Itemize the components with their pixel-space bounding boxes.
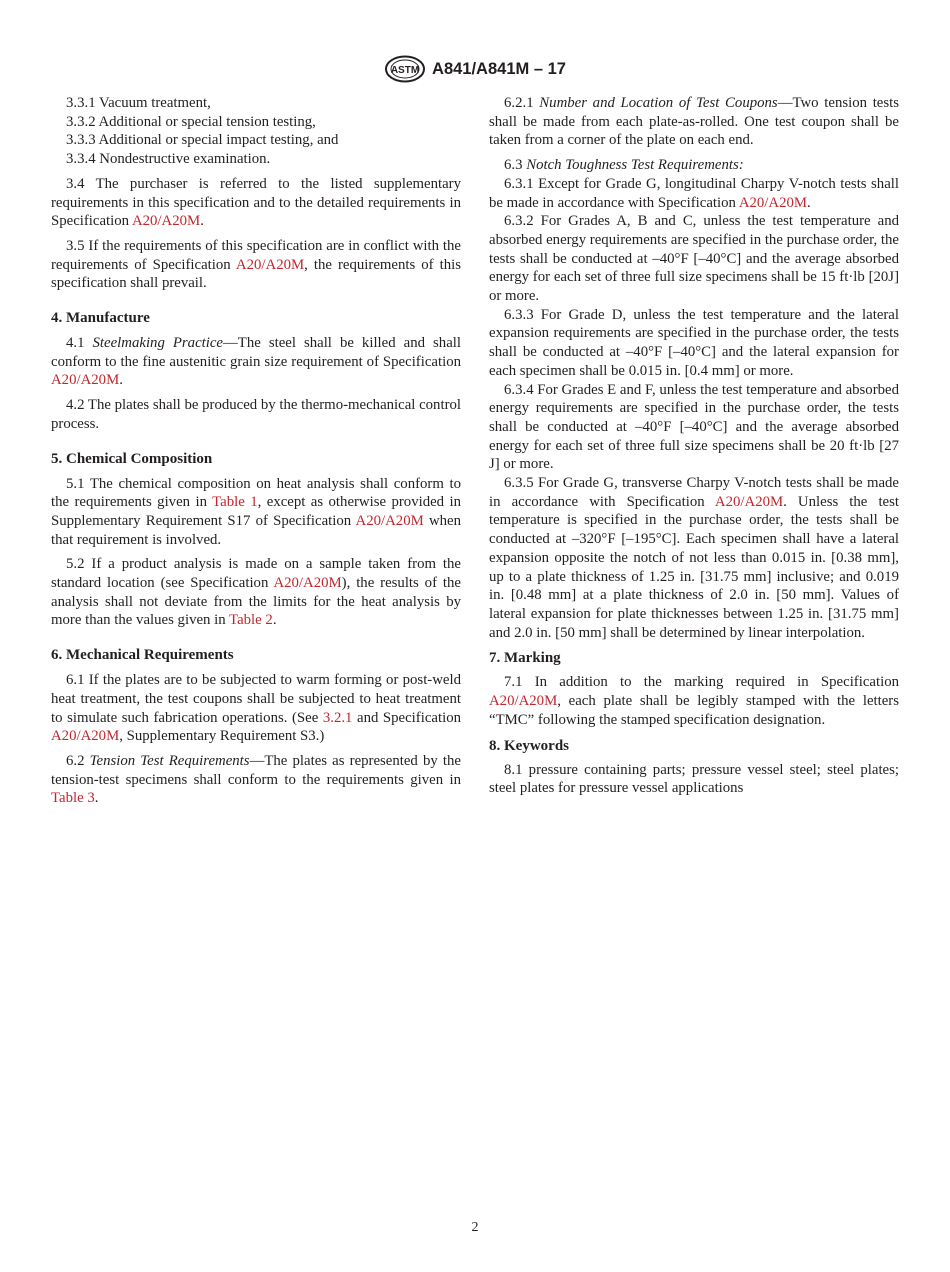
clause-3-3-4: 3.3.4 Nondestructive examination. xyxy=(66,151,271,168)
clause-3-5: 3.5 If the requirements of this specification are in conflict with the requirements of Specification A20/A20M, the requirements of this specification shall prevail. xyxy=(51,237,461,292)
astm-logo-icon xyxy=(384,55,426,83)
clause-6-2: 6.2 Tension Test Requirements—The plates as represented by the tension-test specimens shall conform to the requirements given in Table 3. xyxy=(51,752,461,807)
link-3-2-1[interactable]: 3.2.1 xyxy=(322,709,353,726)
clause-3-3-1: 3.3.1 Vacuum treatment, xyxy=(66,95,211,111)
clause-5-2: 5.2 If a product analysis is made on a sample taken from the standard location (see Specification A20/A20M), the results of the analysis shall not deviate from the limits for the heat analysis by more than the values given in Table 2. xyxy=(51,556,461,629)
link-a20[interactable]: A20/A20M xyxy=(131,213,201,230)
clause-3-4: 3.4 The purchaser is referred to the listed supplementary requirements in this specification and to the detailed requirements in Specification A20/A20M. xyxy=(51,175,461,230)
link-a20[interactable]: A20/A20M xyxy=(738,194,808,211)
clause-3-3-3: 3.3.3 Additional or special impact testing, and xyxy=(66,132,339,149)
link-a20[interactable]: A20/A20M xyxy=(714,493,784,510)
clause-3-3-2: 3.3.2 Additional or special tension testing, xyxy=(66,113,316,130)
svg-text:ASTM: ASTM xyxy=(390,65,420,76)
clause-5-1: 5.1 The chemical composition on heat analysis shall conform to the requirements given in Table 1, except as otherwise provided in Supplementary Requirement S17 of Specification A20/A20M when that requirement is involved. xyxy=(51,475,462,548)
link-table-1[interactable]: Table 1 xyxy=(212,494,258,511)
page-number: 2 xyxy=(471,1220,479,1235)
link-table-3[interactable]: Table 3 xyxy=(51,790,95,807)
clause-4-1: 4.1 Steelmaking Practice—The steel shall be killed and shall conform to the fine austenitic grain size requirement of Specification A20/A20M. xyxy=(51,335,461,389)
document-designation: A841/A841M – 17 xyxy=(432,59,566,78)
section-heading-keywords: 8. Keywords xyxy=(489,737,569,754)
section-heading-mechanical-requirements: 6. Mechanical Requirements xyxy=(51,647,234,664)
link-a20[interactable]: A20/A20M xyxy=(51,372,120,389)
right-column xyxy=(489,94,899,804)
clause-6-3-1: 6.3.1 Except for Grade G, longitudinal Charpy V-notch tests shall be made in accordance with Specification A20/A20M. xyxy=(489,175,899,211)
left-column xyxy=(51,94,461,814)
link-a20[interactable]: A20/A20M xyxy=(355,512,424,529)
link-a20[interactable]: A20/A20M xyxy=(51,728,120,745)
link-table-2[interactable]: Table 2 xyxy=(229,612,273,629)
section-heading-marking: 7. Marking xyxy=(489,650,561,667)
clause-6-3-2: 6.3.2 For Grades A, B and C, unless the test temperature and absorbed energy requirements are specified in the purchase order, the tests shall be conducted at –40°F [–40°C] and the average absorbed energy for each set of three full size specimens shall be 15 ft·lb [20J] or more. xyxy=(489,213,899,305)
link-a20[interactable]: A20/A20M xyxy=(489,693,558,710)
clause-4-2: 4.2 The plates shall be produced by the thermo-mechanical control process. xyxy=(51,397,462,432)
link-a20[interactable]: A20/A20M xyxy=(273,575,342,592)
clause-6-3-3: 6.3.3 For Grade D, unless the test temperature and the lateral expansion requirements are specified in the purchase order, the tests shall be conducted at –40°F [–40°C] and the lateral expansion for each specimen shall be 0.015 in. [0.4 mm] or more. xyxy=(489,306,899,379)
section-heading-manufacture: 4. Manufacture xyxy=(51,310,150,327)
clause-6-3-4: 6.3.4 For Grades E and F, unless the test temperature and absorbed energy requirements are specified in the purchase order, the tests shall be conducted at –40°F [–40°C] and the average absorbed energy for each set of three full size specimens shall be 20 ft·lb [27 J] or more. xyxy=(489,381,899,473)
page-header xyxy=(0,54,950,84)
clause-6-3-5: 6.3.5 For Grade G, transverse Charpy V-notch tests shall be made in accordance with Specification A20/A20M. Unless the test temperature is specified in the purchase order, the tests shall be conducted at –320°F [–195°C]. Each specimen shall have a lateral expansion opposite the notch of not less than 0.015 in. [0.38 mm], up to a plate thickness of 1.25 in. [31.75 mm] inclusive; and 0.019 in. [0.48 mm] at a plate thickness of 2.0 in. [50 mm]. Values of lateral expansion for plate thicknesses between 1.25 in. [31.75 mm] and 2.0 in. [50 mm] shall be determined by linear interpolation. xyxy=(489,475,899,641)
clause-7-1: 7.1 In addition to the marking required in Specification A20/A20M, each plate shall be legibly stamped with the letters “TMC” following the stamped specification designation. xyxy=(489,674,899,728)
clause-6-2-1: 6.2.1 Number and Location of Test Coupons—Two tension tests shall be made from each plate-as-rolled. One test coupon shall be taken from a corner of the plate on each end. xyxy=(489,95,900,149)
clause-8-1: 8.1 pressure containing parts; pressure vessel steel; steel plates; steel plates for pressure vessel applications xyxy=(489,761,899,797)
clause-6-1: 6.1 If the plates are to be subjected to warm forming or post-weld heat treatment, the test coupons shall be subjected to heat treatment to simulate such fabrication operations. (See 3.2.1 and Specification A20/A20M, Supplementary Requirement S3.) xyxy=(51,672,461,745)
clause-6-3: 6.3 Notch Toughness Test Requirements: xyxy=(504,157,744,174)
section-heading-chemical-composition: 5. Chemical Composition xyxy=(51,450,213,467)
link-a20[interactable]: A20/A20M xyxy=(235,256,305,273)
